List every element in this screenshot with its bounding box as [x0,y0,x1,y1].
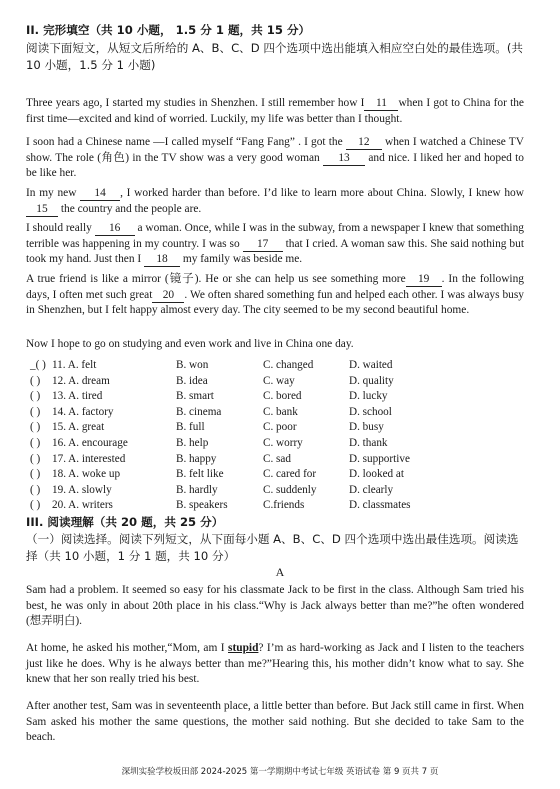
answer-paren: ( ) [30,483,41,496]
blank-20: 20 [152,289,184,303]
passage-label: A [275,565,285,579]
option-c: C. changed [263,359,314,371]
passage-paragraph-5: A true friend is like a mirror (镜子). He or she can help us see something more 19 . In the following days, I often met such great 20 . We often shared something fun and helped each other. I was always busy in Shenzhen, but I felt happy almost every day. The city seemed to be my second beautiful home. [26,273,525,317]
passage-paragraph-2: I soon had a Chinese name —I called myself “Fang Fang” . I got the 12 when I watched a Chinese TV show. The role (角色) in the TV show was a very good woman 13 and nice. I liked her and hoped to be like her. [26,136,524,180]
blank-15: 15 [26,203,58,217]
blank-12: 12 [346,136,382,150]
option-d: D. lucky [349,390,388,403]
answer-paren: ( ) [30,421,41,434]
section-3-title: III. 阅读理解（共 20 题，共 25 分） [26,515,224,529]
option-b: B. smart [176,390,214,403]
underlined-word: stupid [228,642,259,654]
answer-paren: ( ) [30,374,41,387]
blank-13: 13 [323,152,365,166]
passage-paragraph-6: Now I hope to go on studying and even work and live in China one day. [26,338,354,350]
option-c: C. bored [263,390,302,403]
section-2-title: II. 完形填空（共 10 小题， 1.5 分 1 题，共 15 分） [26,23,311,37]
option-a: 13. A. tired [52,390,103,403]
option-a: 11. A. felt [52,359,97,371]
option-a: 12. A. dream [52,374,110,387]
option-a: 18. A. woke up [52,468,121,481]
section-2-instruction: 阅读下面短文，从短文后所给的 A、B、C、D 四个选项中选出能填入相应空白处的最佳选项。(共 10 小题，1.5 分 1 小题) [26,41,523,72]
option-d: D. looked at [349,468,404,481]
option-c: C. worry [263,437,303,449]
option-a: 20. A. writers [52,499,113,512]
answer-paren: _( ) [30,359,46,371]
answer-paren: ( ) [30,437,41,449]
option-b: B. full [176,421,205,434]
option-b: B. idea [176,374,208,387]
reading-paragraph-2: At home, he asked his mother,“Mom, am I stupid? I’m as hard-working as Jack and I listen to the teachers just like he does. Why is he always better than me?”Hearing this, his mother didn’t know what to say. She knew that her son really tried his best. [26,642,524,686]
option-d: D. thank [349,437,388,449]
option-a: 16. A. encourage [52,437,128,449]
option-c: C. bank [263,405,298,418]
blank-18: 18 [144,253,180,267]
option-b: B. speakers [176,499,228,512]
option-b: B. won [176,359,209,371]
option-d: D. waited [349,359,393,371]
passage-paragraph-3: In my new 14 , I worked harder than before. I’d like to learn more about China. Slowly, I knew how 15 the country and the people are. [26,187,524,215]
option-c: C.friends [263,499,305,512]
reading-paragraph-3: After another test, Sam was in seventeenth place, a little better than before. But Jack still came in first. When Sam asked his mother the same questions, the mother said nothing. But she decided to take Sam to the beach. [26,700,524,744]
option-b: B. happy [176,452,217,465]
blank-16: 16 [95,222,135,236]
option-d: D. classmates [349,499,411,512]
option-c: C. poor [263,421,297,434]
option-b: B. cinema [176,405,222,418]
blank-17: 17 [243,238,283,252]
option-a: 19. A. slowly [52,483,112,496]
blank-14: 14 [80,187,120,201]
option-d: D. quality [349,374,394,387]
blank-11: 11 [364,97,398,111]
option-a: 15. A. great [52,421,105,434]
option-b: B. help [176,437,209,449]
blank-19: 19 [406,273,442,287]
option-d: D. busy [349,421,384,434]
answer-paren: ( ) [30,452,41,465]
reading-paragraph-1: Sam had a problem. It seemed so easy for his classmate Jack to be first in the class. Although Sam tried his best, he was only in about 20th place in his class.“Why is Jack always better than me?”he often wondered (想弄明白). [26,584,524,628]
option-c: C. sad [263,452,291,465]
passage-paragraph-1: Three years ago, I started my studies in Shenzhen. I still remember how I 11 when I got to China for the first time—excited and kind of worried. Luckily, my life was better than I thought. [26,97,524,125]
option-b: B. felt like [176,468,224,481]
option-c: C. cared for [263,468,317,481]
answer-paren: ( ) [30,468,41,481]
passage-paragraph-4: I should really 16 a woman. Once, while I was in the subway, from a newspaper I knew that something terrible was happening in my country. I was so 17 that I cried. A woman saw this. She said nothing but took my hand. Just then I 18 my family was beside me. [26,222,524,266]
option-d: D. supportive [349,452,410,465]
page-footer: 深圳实验学校坂田部 2024-2025 第一学期期中考试七年级 英语试卷 第 9 页共 7 页 [121,767,439,777]
answer-paren: ( ) [30,405,41,418]
option-a: 14. A. factory [52,405,114,418]
option-d: D. clearly [349,483,394,496]
option-c: C. suddenly [263,483,317,496]
option-b: B. hardly [176,483,218,496]
section-3-instruction: （一）阅读选择。阅读下列短文，从下面每小题 A、B、C、D 四个选项中选出最佳选项。阅读选择（共 10 小题，1 分 1 题，共 10 分） [26,532,519,563]
option-d: D. school [349,405,392,418]
option-c: C. way [263,374,295,387]
option-a: 17. A. interested [52,452,126,465]
answer-paren: ( ) [30,499,41,512]
answer-paren: ( ) [30,390,41,403]
